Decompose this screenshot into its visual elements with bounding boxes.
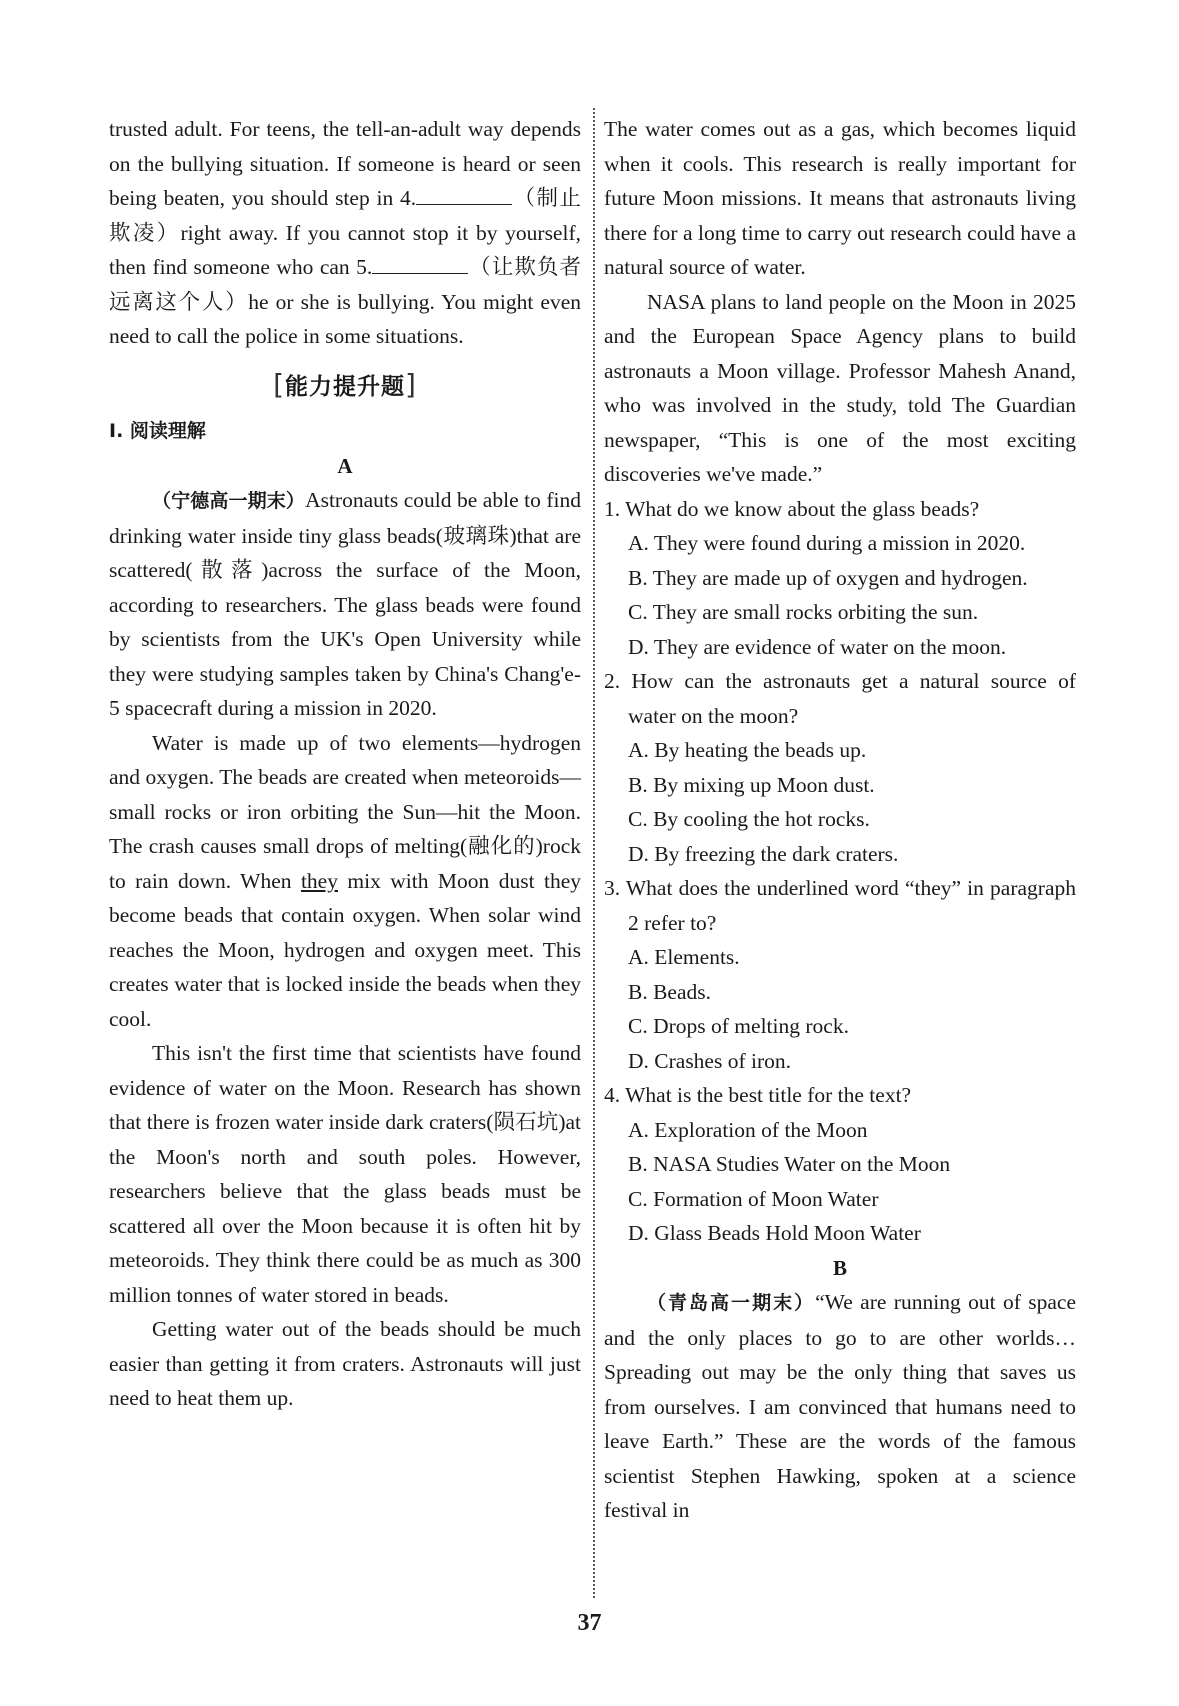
- option[interactable]: C. By cooling the hot rocks.: [628, 807, 870, 831]
- passage-a-paragraph-1: （宁德高一期末）Astronauts could be able to find drinking water inside tiny glass beads(玻璃珠)that are scattered(散落)across the surface of the Moon, according to researchers. The glass beads were found by scientists from the UK's Open University while they were studying samples taken by China's Chang'e-5 spacecraft during a mission in 2020.: [109, 488, 581, 720]
- blank-5[interactable]: [372, 272, 468, 274]
- option[interactable]: A. By heating the beads up.: [628, 738, 867, 762]
- passage-continuation: trusted adult. For teens, the tell-an-adult way depends on the bullying situation. If someone is heard or seen being beaten, you should step in 4. （制止欺凌）right away. If you cannot stop it by yourself, then find someone who can 5. （让欺负者远离这个人）he or she is bullying. You might even need to call the police in some situations.: [109, 117, 581, 348]
- question-2: 2. How can the astronauts get a natural source of water on the moon? A. By heating the beads up. B. By mixing up Moon dust. C. By cooling the hot rocks. D. By freezing the dark craters.: [604, 664, 1076, 871]
- option[interactable]: D. By freezing the dark craters.: [628, 841, 899, 866]
- option[interactable]: C. They are small rocks orbiting the sun.: [628, 600, 979, 624]
- option[interactable]: D. Crashes of iron.: [628, 1048, 792, 1073]
- option[interactable]: B. They are made up of oxygen and hydrogen.: [628, 565, 1028, 590]
- option[interactable]: B. NASA Studies Water on the Moon: [628, 1152, 951, 1176]
- blank-4[interactable]: [416, 203, 512, 205]
- underlined-word: they: [300, 868, 338, 893]
- option[interactable]: D. Glass Beads Hold Moon Water: [628, 1221, 921, 1245]
- option[interactable]: A. They were found during a mission in 2020.: [628, 531, 1026, 555]
- passage-a-paragraph-4: Getting water out of the beads should be much easier than getting it from craters. Astronauts will just need to heat them up.: [109, 1317, 581, 1410]
- passage-b-paragraph-1: （青岛高一期末）“We are running out of space and the only places to go to are other worlds… Spreading out may be the only thing that saves us from ourselves. I am convinced that humans need to leave Earth.” These are the words of the famous scientist Stephen Hawking, spoken at a science festival in: [604, 1290, 1076, 1522]
- passage-a-paragraph-6: NASA plans to land people on the Moon in 2025 and the European Space Agency plans to build astronauts a Moon village. Professor Mahesh Anand, who was involved in the study, told The Guardian newspaper, “This is one of the most exciting discoveries we've made.”: [604, 289, 1076, 486]
- question-4: 4. What is the best title for the text? A. Exploration of the Moon B. NASA Studies Water on the Moon C. Formation of Moon Water D. Glass Beads Hold Moon Water: [604, 1078, 1076, 1251]
- option[interactable]: C. Drops of melting rock.: [628, 1014, 849, 1038]
- question-3: 3. What does the underlined word “they” in paragraph 2 refer to? A. Elements. B. Beads. C. Drops of melting rock. D. Crashes of iron.: [604, 871, 1076, 1078]
- right-column: [604, 112, 1076, 1528]
- option[interactable]: B. By mixing up Moon dust.: [628, 772, 875, 797]
- option[interactable]: B. Beads.: [628, 979, 712, 1004]
- passage-a-label: A: [337, 453, 353, 478]
- option[interactable]: C. Formation of Moon Water: [628, 1186, 879, 1211]
- passage-a-paragraph-5: The water comes out as a gas, which becomes liquid when it cools. This research is really important for future Moon missions. It means that astronauts living there for a long time to carry out research could have a natural source of water.: [604, 117, 1076, 279]
- passage-a-paragraph-3: This isn't the first time that scientists have found evidence of water on the Moon. Research has shown that there is frozen water inside dark craters(陨石坑)at the Moon's north and south poles. However, researchers believe that the glass beads must be scattered all over the Moon because it is often hit by meteoroids. They think there could be as much as 300 million tonnes of water stored in beads.: [109, 1041, 581, 1307]
- option[interactable]: D. They are evidence of water on the moon.: [628, 634, 1007, 659]
- option[interactable]: A. Exploration of the Moon: [628, 1117, 868, 1142]
- part-heading: Ⅰ. 阅读理解: [109, 420, 206, 442]
- passage-b-label: B: [832, 1255, 847, 1280]
- option[interactable]: A. Elements.: [628, 945, 740, 969]
- section-title: [能力提升题]: [273, 367, 417, 401]
- column-divider: [593, 108, 595, 1598]
- question-1: 1. What do we know about the glass beads? A. They were found during a mission in 2020. B. They are made up of oxygen and hydrogen. C. They are small rocks orbiting the sun. D. They are evidence of water on the moon.: [604, 492, 1076, 665]
- left-column: [109, 112, 581, 1416]
- page-number: 37: [577, 1610, 602, 1636]
- passage-a-paragraph-2: Water is made up of two elements—hydrogen and oxygen. The beads are created when meteoroids—small rocks or iron orbiting the Sun—hit the Moon. The crash causes small drops of melting(融化的)rock to rain down. When they mix with Moon dust they become beads that contain oxygen. When solar wind reaches the Moon, hydrogen and oxygen meet. This creates water that is locked inside the beads when they cool.: [109, 730, 581, 1031]
